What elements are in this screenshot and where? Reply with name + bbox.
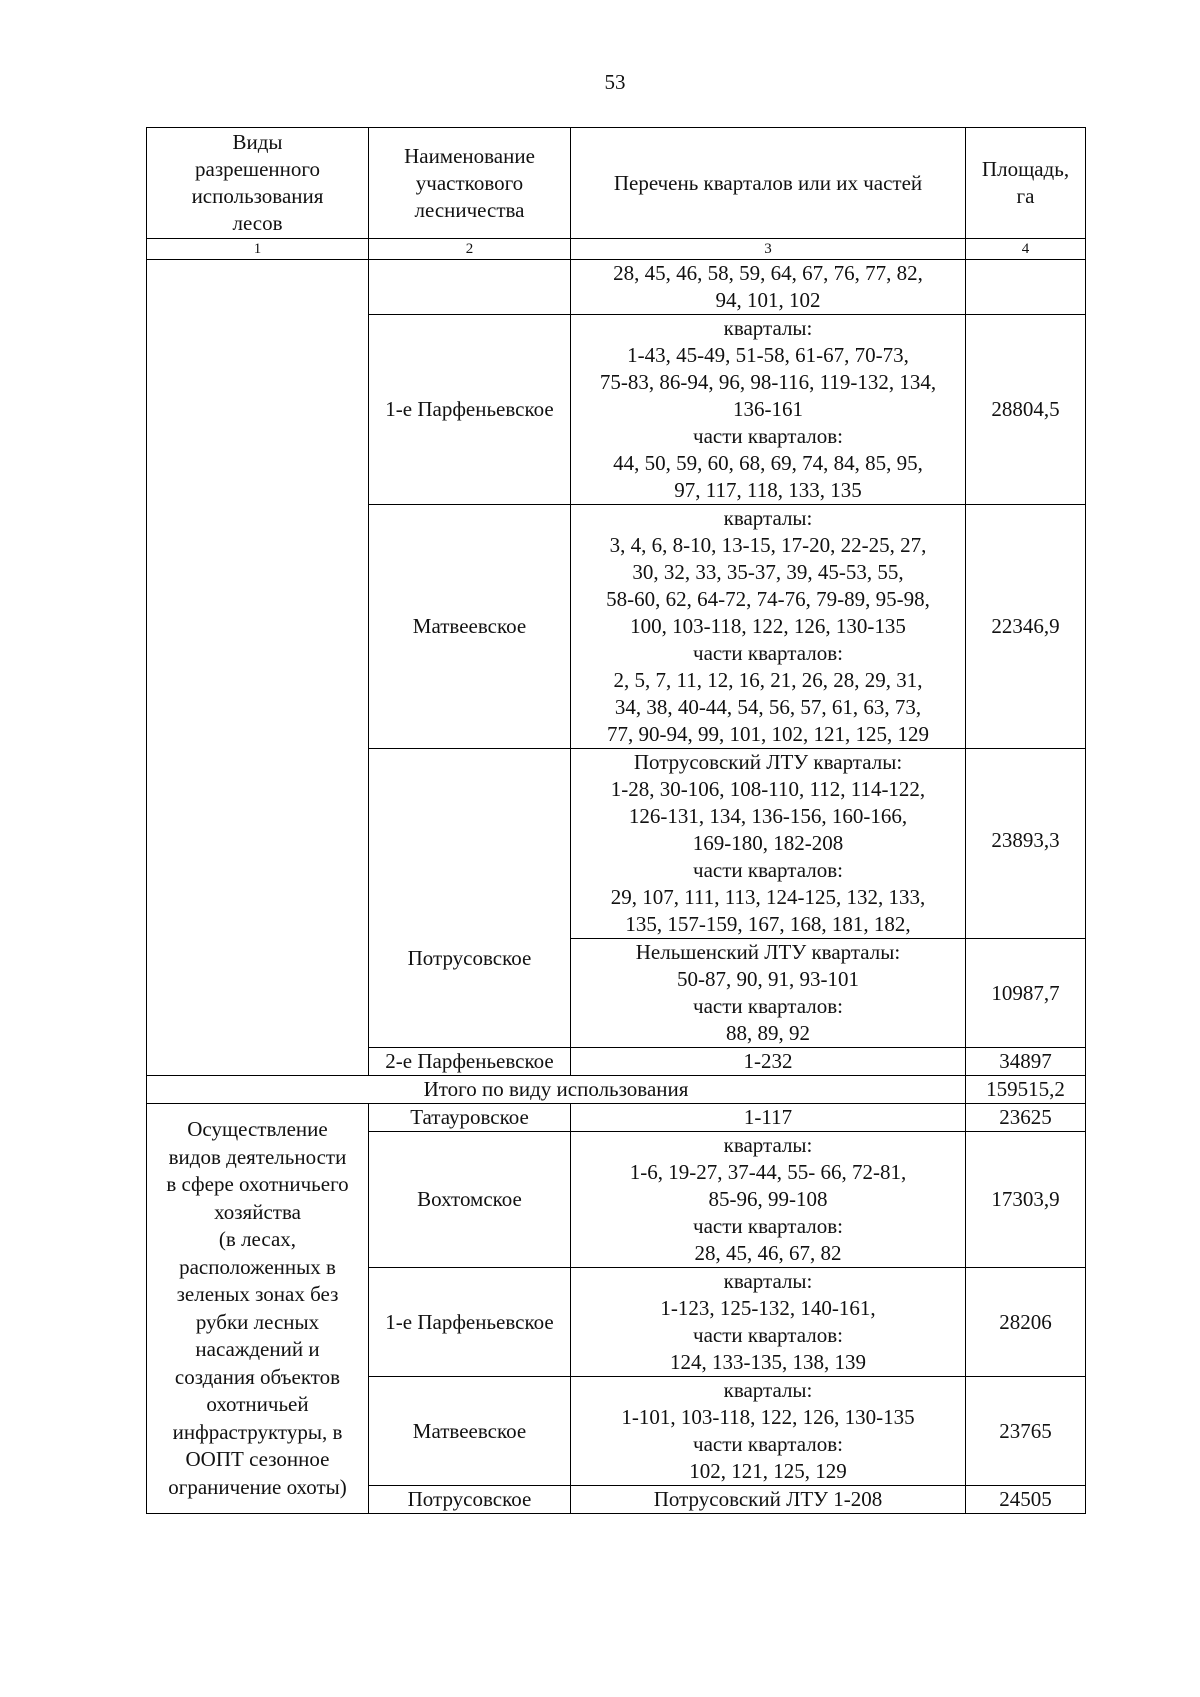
- use-type-line: инфраструктуры, в: [172, 1419, 343, 1444]
- quarters-cell: [571, 315, 966, 505]
- area-cell: 23765: [966, 1377, 1086, 1486]
- quarters-line: 2, 5, 7, 11, 12, 16, 21, 26, 28, 29, 31,: [613, 668, 923, 692]
- quarters-line: 28, 45, 46, 58, 59, 64, 67, 76, 77, 82,: [613, 261, 923, 285]
- header-quarters-line: Перечень кварталов или их частей: [613, 170, 923, 195]
- quarters-cell: [571, 749, 966, 939]
- use-type-line: ООПТ сезонное: [185, 1447, 330, 1471]
- table-row: [147, 260, 1086, 315]
- quarters-line: 3, 4, 6, 8-10, 13-15, 17-20, 22-25, 27,: [609, 533, 927, 557]
- use-type-cell-empty: [147, 260, 369, 1076]
- area-cell: 28206: [966, 1268, 1086, 1377]
- header-area: [966, 128, 1086, 239]
- quarters-line: 1-101, 103-118, 122, 126, 130-135: [621, 1405, 915, 1429]
- quarters-line: 29, 107, 111, 113, 124-125, 132, 133,: [610, 885, 926, 909]
- forestry-cell: Потрусовское: [369, 1486, 571, 1514]
- quarters-line: 85-96, 99-108: [708, 1187, 828, 1211]
- header-use-type-line: использования: [191, 184, 324, 208]
- quarters-line: части кварталов:: [693, 1432, 843, 1456]
- area-cell: 22346,9: [966, 505, 1086, 749]
- quarters-line: Нельшенский ЛТУ кварталы:: [635, 940, 901, 964]
- use-type-line: хозяйства: [214, 1199, 301, 1224]
- forestry-cell: Матвеевское: [369, 1377, 571, 1486]
- total-row: [147, 1076, 1086, 1104]
- header-forestry-line: участкового: [415, 170, 524, 195]
- use-type-line: в сфере охотничьего: [166, 1172, 349, 1196]
- column-number: 2: [369, 239, 571, 260]
- area-cell: 23625: [966, 1104, 1086, 1132]
- use-type-line: видов деятельности: [168, 1144, 347, 1169]
- quarters-cell: [571, 260, 966, 315]
- quarters-cell: [571, 1377, 966, 1486]
- column-number: 4: [966, 239, 1086, 260]
- forest-use-table: [146, 127, 1086, 1514]
- quarters-line: части кварталов:: [693, 424, 843, 448]
- quarters-line: 1-28, 30-106, 108-110, 112, 114-122,: [610, 777, 926, 801]
- use-type-cell: [147, 1104, 369, 1514]
- forestry-cell: Матвеевское: [369, 505, 571, 749]
- area-cell: 34897: [966, 1048, 1086, 1076]
- quarters-line: 77, 90-94, 99, 101, 102, 121, 125, 129: [607, 722, 929, 746]
- use-type-line: создания объектов: [174, 1364, 341, 1389]
- quarters-line: 1-123, 125-132, 140-161,: [660, 1296, 876, 1320]
- total-value: 159515,2: [966, 1076, 1086, 1104]
- quarters-cell: [571, 1104, 966, 1132]
- forestry-cell: [369, 260, 571, 315]
- quarters-line: части кварталов:: [693, 641, 843, 665]
- area-cell: 17303,9: [966, 1132, 1086, 1268]
- column-number: 1: [147, 239, 369, 260]
- quarters-line: части кварталов:: [693, 858, 843, 882]
- quarters-line: 1-43, 45-49, 51-58, 61-67, 70-73,: [627, 343, 909, 367]
- forestry-cell: 2-е Парфеньевское: [369, 1048, 571, 1076]
- quarters-cell: [571, 1048, 966, 1076]
- quarters-line: кварталы:: [723, 316, 813, 340]
- forestry-cell: Вохтомское: [369, 1132, 571, 1268]
- quarters-line: 50-87, 90, 91, 93-101: [677, 967, 859, 991]
- quarters-line: 169-180, 182-208: [692, 831, 844, 855]
- header-use-type: [147, 128, 369, 239]
- quarters-line: 58-60, 62, 64-72, 74-76, 79-89, 95-98,: [606, 587, 930, 611]
- quarters-line: 75-83, 86-94, 96, 98-116, 119-132, 134,: [599, 370, 937, 394]
- header-forestry: [369, 128, 571, 239]
- table-header-row: [147, 128, 1086, 239]
- table-row: [147, 1104, 1086, 1132]
- header-use-type-line: разрешенного: [195, 157, 320, 181]
- quarters-cell: [571, 1486, 966, 1514]
- forestry-cell: 1-е Парфеньевское: [369, 315, 571, 505]
- header-area-line: га: [1016, 184, 1035, 208]
- use-type-line: насаждений и: [195, 1337, 320, 1361]
- quarters-line: кварталы:: [723, 1378, 813, 1402]
- use-type-line: (в лесах,: [218, 1227, 297, 1251]
- quarters-line: 100, 103-118, 122, 126, 130-135: [630, 614, 906, 638]
- area-cell: 24505: [966, 1486, 1086, 1514]
- quarters-line: 34, 38, 40-44, 54, 56, 57, 61, 63, 73,: [614, 695, 922, 719]
- use-type-line: рубки лесных: [195, 1309, 320, 1334]
- quarters-cell: [571, 505, 966, 749]
- total-label: Итого по виду использования: [147, 1076, 966, 1104]
- quarters-line: Потрусовский ЛТУ кварталы:: [633, 750, 903, 774]
- quarters-line: 102, 121, 125, 129: [689, 1459, 847, 1483]
- area-cell: [966, 260, 1086, 315]
- quarters-line: кварталы:: [723, 506, 813, 530]
- quarters-line: 94, 101, 102: [715, 288, 821, 312]
- quarters-line: 136-161: [733, 397, 803, 421]
- header-use-type-line: лесов: [232, 211, 283, 235]
- quarters-line: Потрусовский ЛТУ 1-208: [653, 1487, 883, 1511]
- page-number: 53: [604, 70, 626, 94]
- quarters-line: кварталы:: [723, 1133, 813, 1157]
- column-number: 3: [571, 239, 966, 260]
- quarters-line: 135, 157-159, 167, 168, 181, 182,: [625, 912, 911, 936]
- quarters-line: 28, 45, 46, 67, 82: [694, 1241, 842, 1265]
- area-cell: 28804,5: [966, 315, 1086, 505]
- use-type-line: Осуществление: [187, 1117, 328, 1141]
- use-type-line: зеленых зонах без: [176, 1282, 339, 1306]
- forestry-cell: 1-е Парфеньевское: [369, 1268, 571, 1377]
- quarters-line: кварталы:: [723, 1269, 813, 1293]
- forestry-cell: Татауровское: [369, 1104, 571, 1132]
- quarters-line: 1-6, 19-27, 37-44, 55- 66, 72-81,: [629, 1160, 907, 1184]
- header-forestry-line: лесничества: [414, 197, 525, 222]
- quarters-line: 30, 32, 33, 35-37, 39, 45-53, 55,: [632, 560, 904, 584]
- quarters-line: 1-117: [743, 1105, 793, 1129]
- quarters-line: части кварталов:: [693, 1323, 843, 1347]
- area-cell: 10987,7: [966, 939, 1086, 1048]
- quarters-line: 97, 117, 118, 133, 135: [674, 478, 862, 502]
- use-type-line: расположенных в: [179, 1254, 336, 1279]
- header-forestry-line: Наименование: [404, 143, 535, 168]
- quarters-cell: [571, 939, 966, 1048]
- quarters-line: 126-131, 134, 136-156, 160-166,: [628, 804, 908, 828]
- quarters-cell: [571, 1268, 966, 1377]
- quarters-line: части кварталов:: [693, 994, 843, 1018]
- header-use-type-line: Виды: [232, 130, 283, 154]
- quarters-line: 1-232: [743, 1049, 793, 1073]
- header-quarters: [571, 128, 966, 239]
- use-type-line: охотничьей: [206, 1392, 309, 1416]
- area-cell: 23893,3: [966, 749, 1086, 939]
- quarters-line: части кварталов:: [693, 1214, 843, 1238]
- column-number-row: [147, 239, 1086, 260]
- header-area-line: Площадь,: [981, 157, 1070, 181]
- quarters-cell: [571, 1132, 966, 1268]
- quarters-line: 44, 50, 59, 60, 68, 69, 74, 84, 85, 95,: [613, 451, 923, 475]
- forestry-cell: Потрусовское: [369, 749, 571, 1048]
- use-type-line: ограничение охоты): [168, 1474, 347, 1499]
- quarters-line: 88, 89, 92: [726, 1021, 810, 1045]
- quarters-line: 124, 133-135, 138, 139: [670, 1350, 866, 1374]
